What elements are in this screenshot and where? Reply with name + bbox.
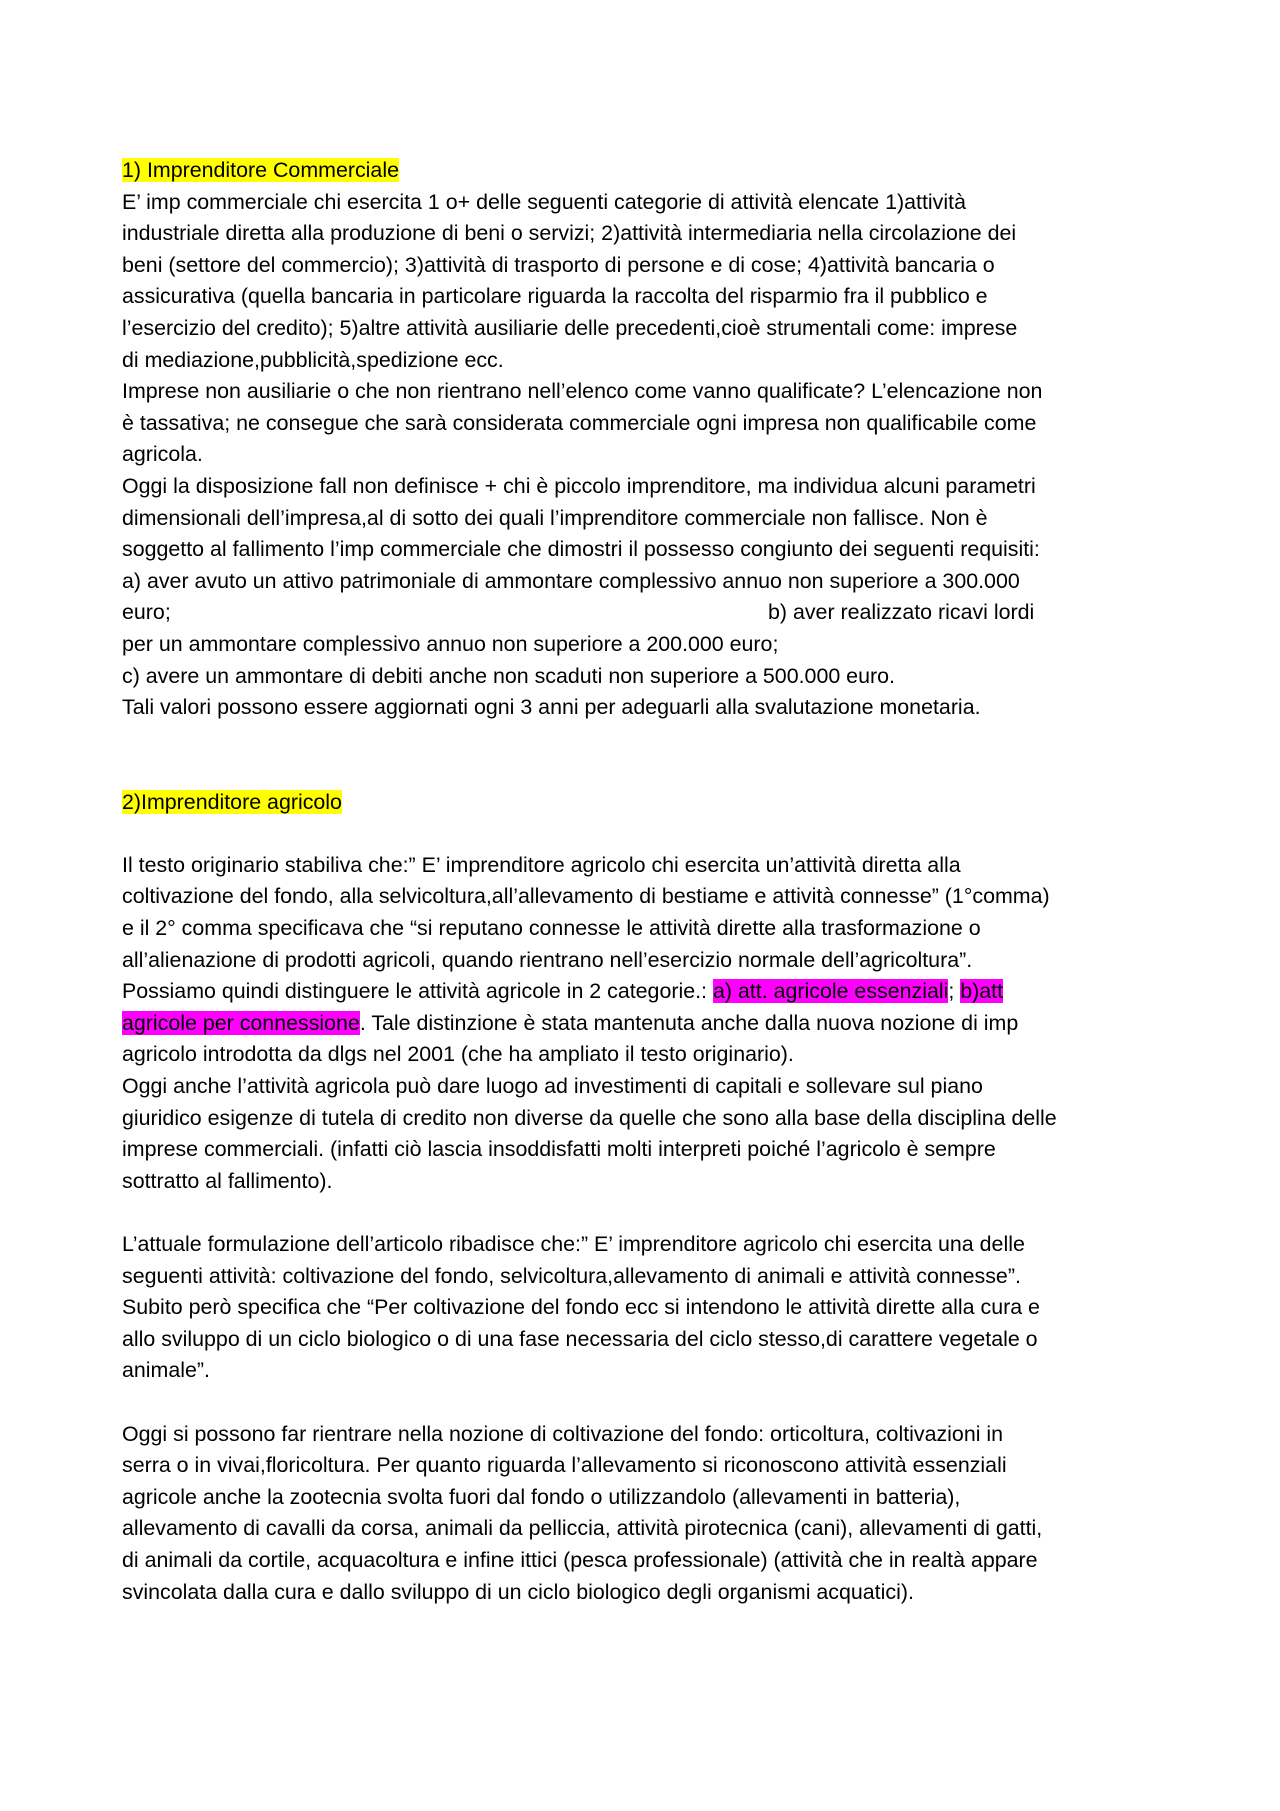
euro-right: b) aver realizzato ricavi lordi xyxy=(768,600,1035,625)
text-line: E’ imp commerciale chi esercita 1 o+ delle seguenti categorie di attività elencate 1)attività xyxy=(122,189,966,214)
category-separator: ; xyxy=(948,979,961,1004)
text-line: di animali da cortile, acquacoltura e infine ittici (pesca professionale) (attività che in realtà appare xyxy=(122,1547,1038,1572)
text-line: agricola. xyxy=(122,442,203,467)
text-line: assicurativa (quella bancaria in particolare riguarda la raccolta del risparmio fra il pubblico e xyxy=(122,284,988,309)
text-line: Tali valori possono essere aggiornati ogni 3 anni per adeguarli alla svalutazione monetaria. xyxy=(122,695,981,720)
text-line: beni (settore del commercio); 3)attività di trasporto di persone e di cose; 4)attività bancaria o xyxy=(122,252,995,277)
text-line: sottratto al fallimento). xyxy=(122,1168,333,1193)
text-line: per un ammontare complessivo annuo non superiore a 200.000 euro; xyxy=(122,631,779,656)
text-line: animale”. xyxy=(122,1358,210,1383)
section1-body xyxy=(122,187,1160,724)
section2-para1 xyxy=(122,850,1160,1198)
spacer xyxy=(122,1387,1160,1419)
text-line: Oggi anche l’attività agricola può dare luogo ad investimenti di capitali e sollevare sul piano xyxy=(122,1074,983,1099)
section2-para3 xyxy=(122,1419,1160,1609)
text-line: c) avere un ammontare di debiti anche non scaduti non superiore a 500.000 euro. xyxy=(122,663,895,688)
text-line: all’alienazione di prodotti agricoli, quando rientrano nell’esercizio normale dell’agricoltura”. xyxy=(122,947,973,972)
text-line: svincolata dalla cura e dallo sviluppo di un ciclo biologico degli organismi acquatici). xyxy=(122,1579,914,1604)
text-line: seguenti attività: coltivazione del fondo, selvicoltura,allevamento di animali e attività connesse”. xyxy=(122,1263,1021,1288)
text-line: imprese commerciali. (infatti ciò lascia insoddisfatti molti interpreti poiché l’agricolo è sempre xyxy=(122,1137,996,1162)
text-line: soggetto al fallimento l’imp commerciale che dimostri il possesso congiunto dei seguenti requisiti: xyxy=(122,537,1040,562)
categories-line-2 xyxy=(122,1008,1160,1040)
category-b-highlight-part2: agricole per connessione xyxy=(122,1010,360,1035)
text-line: serra o in vivai,floricoltura. Per quanto riguarda l’allevamento si riconoscono attività essenziali xyxy=(122,1453,1007,1478)
text-line: allevamento di cavalli da corsa, animali da pelliccia, attività pirotecnica (cani), allevamenti di gatti, xyxy=(122,1516,1043,1541)
categories-line xyxy=(122,976,1160,1008)
text-line: Oggi la disposizione fall non definisce + chi è piccolo imprenditore, ma individua alcuni parametri xyxy=(122,473,1036,498)
text-line: Oggi si possono far rientrare nella nozione di coltivazione del fondo: orticoltura, coltivazioni in xyxy=(122,1421,1004,1446)
text-line: a) aver avuto un attivo patrimoniale di ammontare complessivo annuo non superiore a 300.000 xyxy=(122,568,1020,593)
text-line: di mediazione,pubblicità,spedizione ecc. xyxy=(122,347,504,372)
text-line: Imprese non ausiliarie o che non rientrano nell’elenco come vanno qualificate? L’elencazione non xyxy=(122,379,1043,404)
text-line: è tassativa; ne consegue che sarà considerata commerciale ogni impresa non qualificabile come xyxy=(122,410,1037,435)
categories-prefix: Possiamo quindi distinguere le attività agricole in 2 categorie.: xyxy=(122,979,713,1004)
spacer xyxy=(122,724,1160,787)
categories-suffix: . Tale distinzione è stata mantenuta anche dalla nuova nozione di imp xyxy=(359,1010,1019,1035)
category-a-highlight: a) att. agricole essenziali xyxy=(712,979,949,1004)
spacer xyxy=(122,818,1160,850)
text-line: giuridico esigenze di tutela di credito non diverse da quelle che sono alla base della disciplina delle xyxy=(122,1105,1057,1130)
section2-para2 xyxy=(122,1229,1160,1387)
spacer xyxy=(122,1197,1160,1229)
text-line: Il testo originario stabiliva che:” E’ imprenditore agricolo chi esercita un’attività diretta alla xyxy=(122,852,961,877)
text-line: agricolo introdotta da dlgs nel 2001 (che ha ampliato il testo originario). xyxy=(122,1042,794,1067)
text-line: l’esercizio del credito); 5)altre attività ausiliarie delle precedenti,cioè strumentali come: imprese xyxy=(122,315,1018,340)
text-line: coltivazione del fondo, alla selvicoltura,all’allevamento di bestiame e attività connesse” (1°comma) xyxy=(122,884,1050,909)
text-line: e il 2° comma specificava che “si reputano connesse le attività dirette alla trasformazione o xyxy=(122,916,981,941)
text-line: Subito però specifica che “Per coltivazione del fondo ecc si intendono le attività dirette alla cura e xyxy=(122,1295,1040,1320)
text-line: dimensionali dell’impresa,al di sotto dei quali l’imprenditore commerciale non fallisce. Non è xyxy=(122,505,988,530)
text-line-euro xyxy=(122,597,1160,629)
section1-heading: 1) Imprenditore Commerciale xyxy=(122,158,399,182)
text-line: industriale diretta alla produzione di beni o servizi; 2)attività intermediaria nella circolazione dei xyxy=(122,221,1017,246)
category-b-highlight-part1: b)att xyxy=(960,979,1004,1004)
section1-heading-line xyxy=(122,155,1160,187)
section2-heading-line xyxy=(122,787,1160,819)
euro-left: euro; xyxy=(122,600,171,625)
text-line: agricole anche la zootecnia svolta fuori dal fondo o utilizzandolo (allevamenti in batteria), xyxy=(122,1484,961,1509)
section2-heading: 2)Imprenditore agricolo xyxy=(122,789,342,814)
text-line: L’attuale formulazione dell’articolo ribadisce che:” E’ imprenditore agricolo chi esercita una delle xyxy=(122,1232,1025,1256)
text-line: allo sviluppo di un ciclo biologico o di una fase necessaria del ciclo stesso,di carattere vegetale o xyxy=(122,1326,1038,1351)
